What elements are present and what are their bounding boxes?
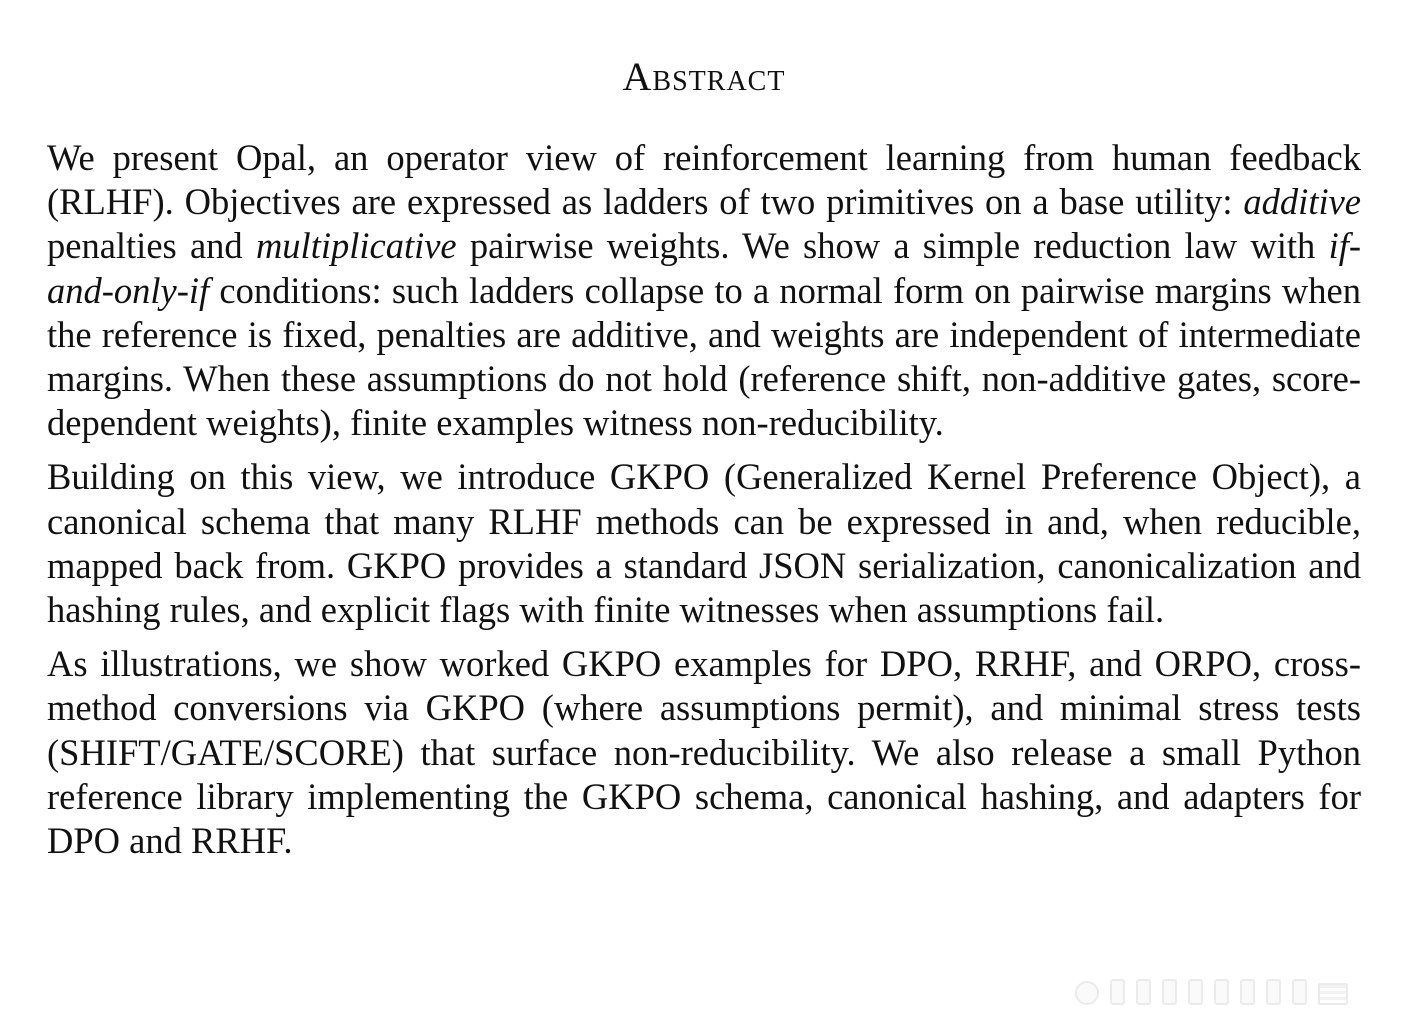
p1-text-4: conditions: such ladders collapse to a normal form on pairwise margins when the reference is fixed, penalties are additive, and weights are independent of intermediate margins. When these assumptions do not hold (reference shift, non-additive gates, score-dependent weights), finite examples witness non-reducibility. — [47, 269, 1361, 444]
watermark-circle-icon — [1075, 981, 1099, 1005]
p1-italic-additive: additive — [1243, 181, 1361, 223]
watermark-glyph-icon — [1110, 979, 1125, 1005]
watermark-glyph-icon — [1266, 979, 1281, 1005]
watermark-glyph-icon — [1188, 979, 1203, 1005]
watermark-glyph-icon — [1162, 979, 1177, 1005]
p1-text-2: penalties and — [47, 225, 256, 267]
watermark-bars-icon — [1318, 983, 1348, 1005]
abstract-paragraph-2: Building on this view, we introduce GKPO (Generalized Kernel Preference Object), a canonical schema that many RLHF methods can be expressed in and, when reducible, mapped back from. GKPO provides a standard JSON serialization, canonicalization and hashing rules, and explicit flags with finite witnesses when assumptions fail. — [47, 456, 1361, 631]
p1-italic-multiplicative: multiplicative — [255, 225, 457, 267]
abstract-section — [47, 0, 1361, 863]
abstract-paragraph-1 — [47, 136, 1361, 445]
p1-text-3: pairwise weights. We show a simple reduction law with — [456, 225, 1329, 267]
p1-text-1: We present Opal, an operator view of reinforcement learning from human feedback (RLHF). Objectives are expressed as ladders of two primitives on a base utility: — [47, 137, 1361, 223]
watermark-glyph-icon — [1136, 979, 1151, 1005]
watermark-glyph-icon — [1214, 979, 1229, 1005]
p1-italic-iff: if-and-only-if — [47, 225, 1361, 311]
faint-watermark — [1075, 979, 1348, 1005]
watermark-glyph-icon — [1292, 979, 1307, 1005]
abstract-heading: Abstract — [622, 54, 786, 99]
watermark-glyph-icon — [1240, 979, 1255, 1005]
abstract-paragraph-3: As illustrations, we show worked GKPO examples for DPO, RRHF, and ORPO, cross-method conversions via GKPO (where assumptions permit), and minimal stress tests (SHIFT/GATE/SCORE) that surface non-reducibility. We also release a small Python reference library implementing the GKPO schema, canonical hashing, and adapters for DPO and RRHF. — [47, 643, 1361, 862]
